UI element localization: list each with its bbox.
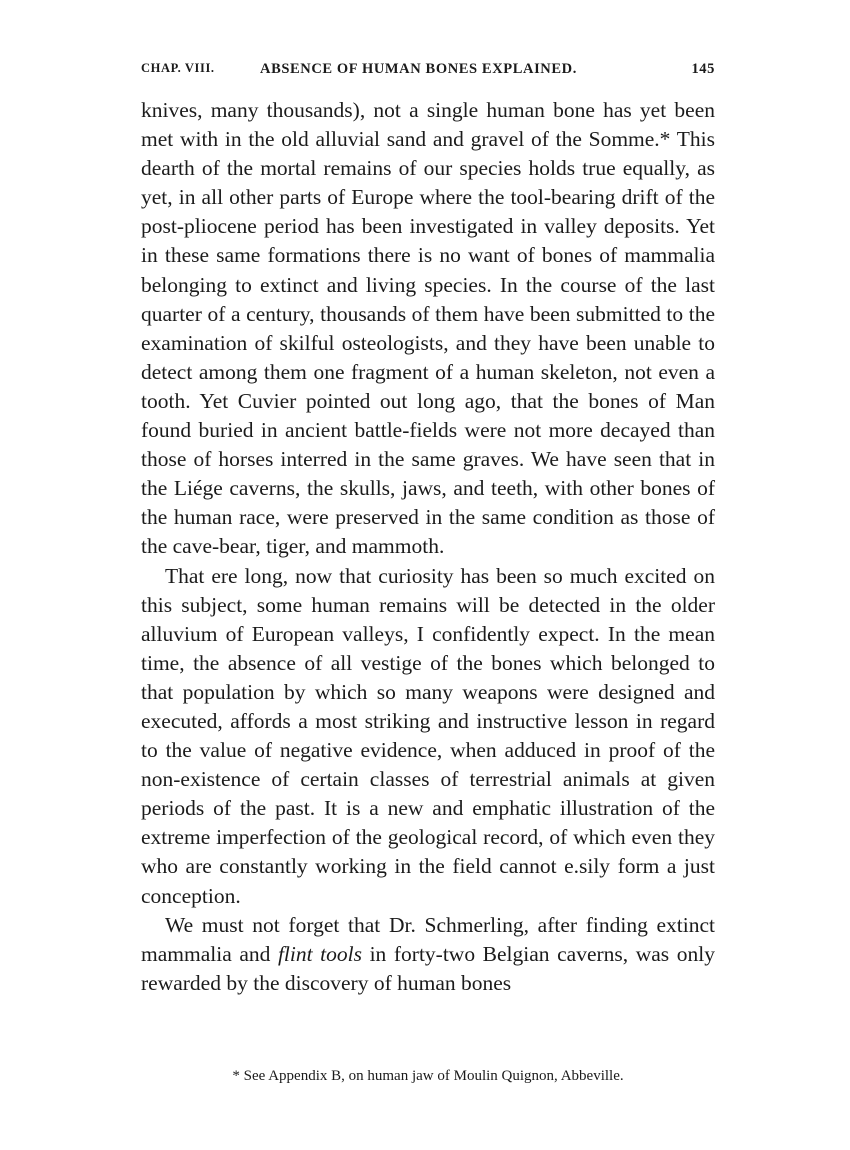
paragraph-1 (141, 96, 715, 562)
body-text (141, 96, 715, 998)
footnote: * See Appendix B, on human jaw of Moulin Quignon, Abbeville. (232, 1068, 624, 1084)
paragraph-2-text: That ere long, now that curiosity has been so much excited on this subject, some human remains will be detected in the older alluvium of European valleys, I confidently expect. In the mean time, the absence of all vestige of the bones which belonged to that population by which so many weapons were designed and executed, affords a most striking and instructive lesson in regard to the value of negative evidence, when adduced in proof of the non-existence of certain classes of terrestrial animals at given periods of the past. It is a new and emphatic illustration of the extreme imperfection of the geological record, of which even they who are constantly working in the field cannot e.sily form a just conception. (141, 563, 715, 908)
paragraph-1-text: knives, many thousands), not a single human bone has yet been met with in the old alluvial sand and gravel of the Somme.* This dearth of the mortal remains of our species holds true equally, as yet, in all other parts of Europe where the tool-bearing drift of the post-pliocene period has been investigated in valley deposits. Yet in these same formations there is no want of bones of mammalia belonging to extinct and living species. In the course of the last quarter of a century, thousands of them have been submitted to the examination of skilful osteologists, and they have been unable to detect among them one fragment of a human skeleton, not even a tooth. Yet Cuvier pointed out long ago, that the bones of Man found buried in ancient battle-fields were not more decayed than those of horses interred in the same graves. We have seen that in the Liége caverns, the skulls, jaws, and teeth, with other bones of the human race, were preserved in the same condition as those of the cave-bear, tiger, and mammoth. (141, 98, 715, 559)
running-head (141, 61, 715, 81)
paragraph-2 (141, 562, 715, 911)
italic-phrase: flint tools (277, 941, 362, 966)
running-title: ABSENCE OF HUMAN BONES EXPLAINED. (260, 61, 577, 77)
paragraph-3 (141, 911, 715, 998)
paragraph-3-text-start: We must not forget that Dr. Schmerling, after finding extinct mammalia and (141, 912, 715, 966)
chapter-label: CHAP. VIII. (141, 61, 215, 75)
paragraph-3-text-end: in forty-two Belgian caverns, was only rewarded by the discovery of human bones (141, 941, 715, 995)
page-number: 145 (691, 61, 715, 77)
